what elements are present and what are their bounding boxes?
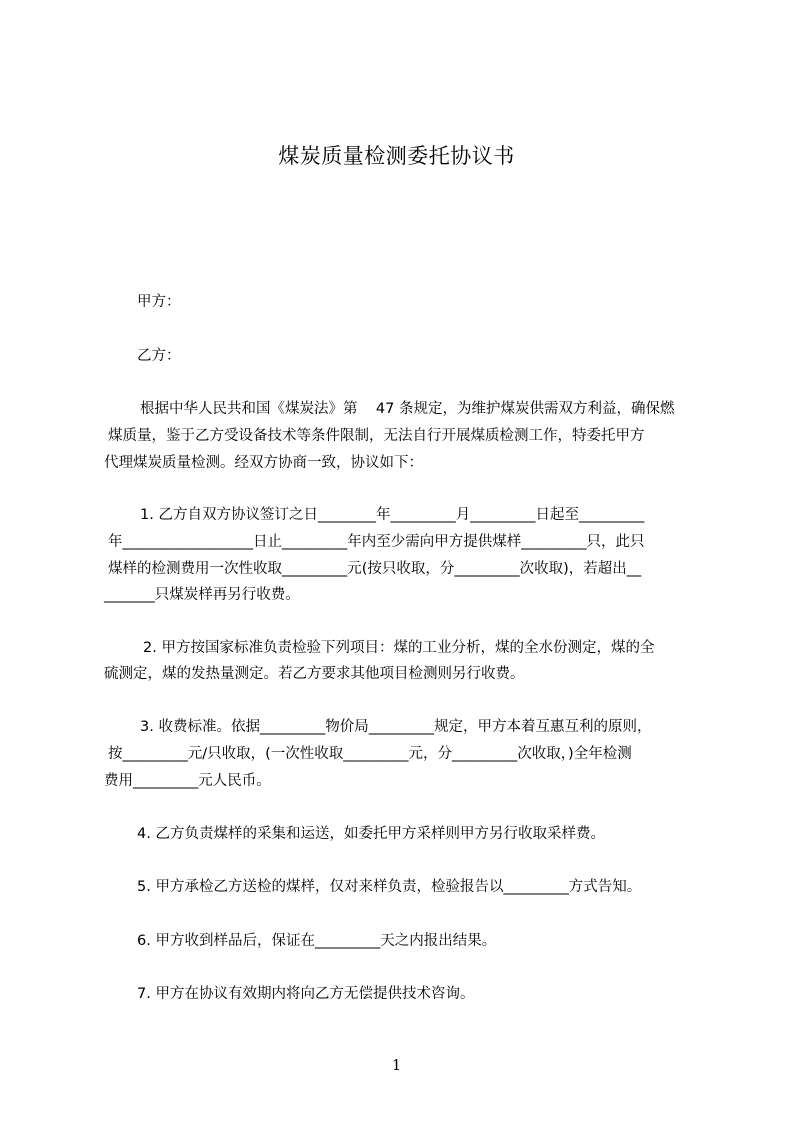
clause-2-line: 2. 甲方按国家标准负责检验下列项目：煤的工业分析，煤的全水份测定，煤的全 bbox=[143, 640, 655, 656]
intro-line: 根据中华人民共和国《煤炭法》第 47 条规定，为维护煤炭供需双方利益，确保燃 bbox=[140, 401, 675, 417]
intro-line: 煤质量，鉴于乙方受设备技术等条件限制，无法自行开展煤质检测工作，特委托甲方 bbox=[108, 428, 645, 444]
clause-4: 4. 乙方负责煤样的采集和运送，如委托甲方采样则甲方另行收取采样费。 bbox=[137, 826, 605, 842]
clause-1-line: 煤样的检测费用一次性收取_________元(按只收取，分_________次收取)，若超出__ bbox=[108, 561, 642, 577]
document-title: 煤炭质量检测委托协议书 bbox=[278, 144, 515, 168]
clause-3-line: 3. 收费标准。依据_________物价局_________规定，甲方本着互惠互利的原则， bbox=[140, 719, 652, 735]
clause-5: 5. 甲方承检乙方送检的煤样，仅对来样负责，检验报告以_________方式告知。 bbox=[137, 879, 642, 895]
party-a-label: 甲方： bbox=[137, 294, 181, 310]
party-b-label: 乙方： bbox=[137, 348, 181, 364]
clause-7: 7. 甲方在协议有效期内将向乙方无偿提供技术咨询。 bbox=[137, 986, 475, 1002]
clause-2-line: 硫测定，煤的发热量测定。若乙方要求其他项目检测则另行收费。 bbox=[104, 666, 525, 682]
clause-1-line: 年__________________日止_________年内至少需向甲方提供煤样_________只，此只 bbox=[108, 534, 645, 550]
intro-line: 代理煤炭质量检测。经双方协商一致，协议如下： bbox=[104, 455, 423, 471]
clause-1-line: 1. 乙方自双方协议签订之日________年_________月_________日起至_________ bbox=[140, 507, 645, 523]
page-number: 1 bbox=[391, 1056, 402, 1074]
clause-6: 6. 甲方收到样品后，保证在_________天之内报出结果。 bbox=[137, 933, 497, 949]
clause-1-line: _______只煤炭样再另行收费。 bbox=[104, 587, 300, 603]
clause-3-line: 费用_________元人民币。 bbox=[104, 773, 271, 789]
clause-3-line: 按_________元/只收取，(一次性收取_________元，分_________次收取，)全年检测 bbox=[108, 746, 632, 762]
